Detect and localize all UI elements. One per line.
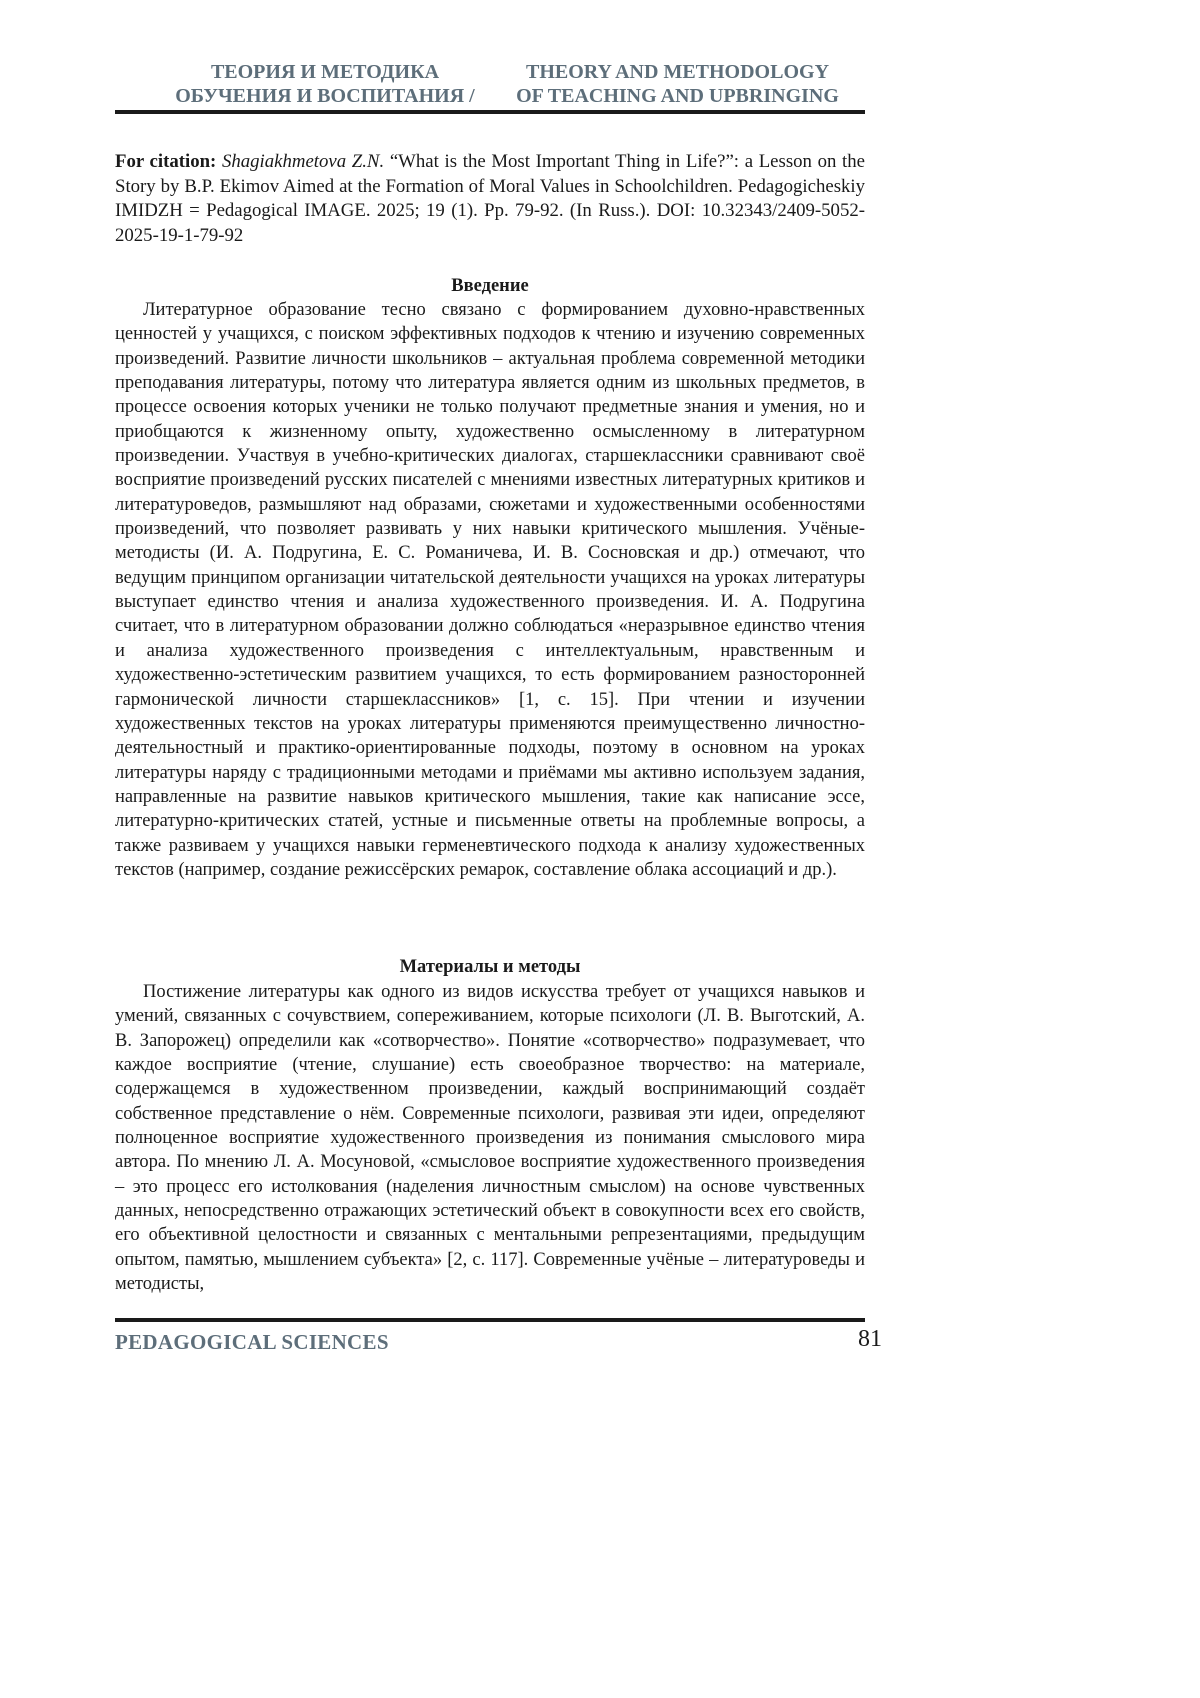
header-left-line-1: ТЕОРИЯ И МЕТОДИКА: [210, 61, 440, 83]
citation-block: [115, 150, 865, 248]
header-english-title: [490, 60, 865, 108]
section-heading-introduction: Введение: [451, 276, 529, 296]
header-right-line-1: THEORY AND METHODOLOGY: [525, 61, 830, 83]
introduction-paragraph: [115, 298, 865, 882]
header-left-line-2: ОБУЧЕНИЯ И ВОСПИТАНИЯ /: [175, 85, 475, 107]
footer-rule: [115, 1318, 865, 1322]
header-russian-title: [155, 60, 495, 108]
header-rule: [115, 110, 865, 114]
introduction-text: Литературное образование тесно связано с формированием духовно-нравственных ценностей у учащихся, с поиском эффективных подходов к чтению и изучению современных произведений. Развитие личности школьников – актуальная проблема современной методики преподавания литературы, потому что литература является одним из школьных предметов, в процессе освоения которых ученики не только получают предметные знания и умения, но и приобщаются к жизненному опыту, художественно осмысленному в литературном произведении. Участвуя в учебно-критических диалогах, старшеклассники сравнивают своё восприятие произведений русских писателей с мнениями известных литературных критиков и литературоведов, размышляют над образами, сюжетами и художественными особенностями произведений, что позволяет развивать у них навыки критического мышления. Учёные-методисты (И. А. Подругина, Е. С. Романичева, И. В. Сосновская и др.) отмечают, что ведущим принципом организации читательской деятельности учащихся на уроках литературы выступает единство чтения и анализа художественного произведения. И. А. Подругина считает, что в литературном образовании должно соблюдаться «неразрывное единство чтения и анализа художественного произведения с интеллектуальным, нравственным и художественно-эстетическим развитием учащихся, то есть формированием разносторонней гармонической личности старшеклассников» [1, с. 15]. При чтении и изучении художественных текстов на уроках литературы применяются преимущественно личностно-деятельностный и практико-ориентированные подходы, поэтому в основном на уроках литературы наряду с традиционными методами и приёмами мы активно используем задания, направленные на развитие навыков критического мышления, такие как написание эссе, литературно-критических статей, устные и письменные ответы на проблемные вопросы, а также развиваем у учащихся навыки герменевтического подхода к анализу художественных текстов (например, создание режиссёрских ремарок, составление облака ассоциаций и др.).: [115, 300, 865, 880]
footer-section-label: PEDAGOGICAL SCIENCES: [115, 1330, 389, 1354]
citation-text: “What is the Most Important Thing in Life?”: a Lesson on the Story by B.P. Ekimov Aimed at the Formation of Moral Values in Schoolchildren. Pedagogicheskiy IMIDZH = Pedagogical IMAGE. 2025; 19 (1). Pp. 79-92. (In Russ.). DOI: 10.32343/2409-5052-2025-19-1-79-92: [115, 151, 865, 246]
header-right-line-2: OF TEACHING AND UPBRINGING: [516, 85, 839, 107]
section-heading-methods: Материалы и методы: [399, 957, 581, 977]
methods-paragraph: [115, 980, 865, 1296]
running-header: [115, 60, 865, 112]
citation-author: Shagiakhmetova Z.N.: [221, 151, 385, 172]
methods-text: Постижение литературы как одного из видов искусства требует от учащихся навыков и умений, связанных с сочувствием, сопереживанием, которые психологи (Л. В. Выготский, А. В. Запорожец) определили как «сотворчество». Понятие «сотворчество» подразумевает, что каждое восприятие (чтение, слушание) есть своеобразное творчество: на материале, содержащемся в художественном произведении, каждый воспринимающий создаёт собственное представление о нём. Современные психологи, развивая эти идеи, определяют полноценное восприятие художественного произведения из понимания смыслового мира автора. По мнению Л. А. Мосуновой, «смысловое восприятие художественного произведения – это процесс его истолкования (наделения личностным смыслом) на основе чувственных данных, непосредственно отражающих эстетический объект в совокупности всех его свойств, его объективной целостности и связанных с ментальными репрезентациями, предыдущим опытом, памятью, мышлением субъекта» [2, с. 117]. Современные учёные – литературоведы и методисты,: [115, 982, 865, 1295]
page-number: 81: [858, 1326, 882, 1352]
citation-label: For citation:: [115, 151, 217, 172]
